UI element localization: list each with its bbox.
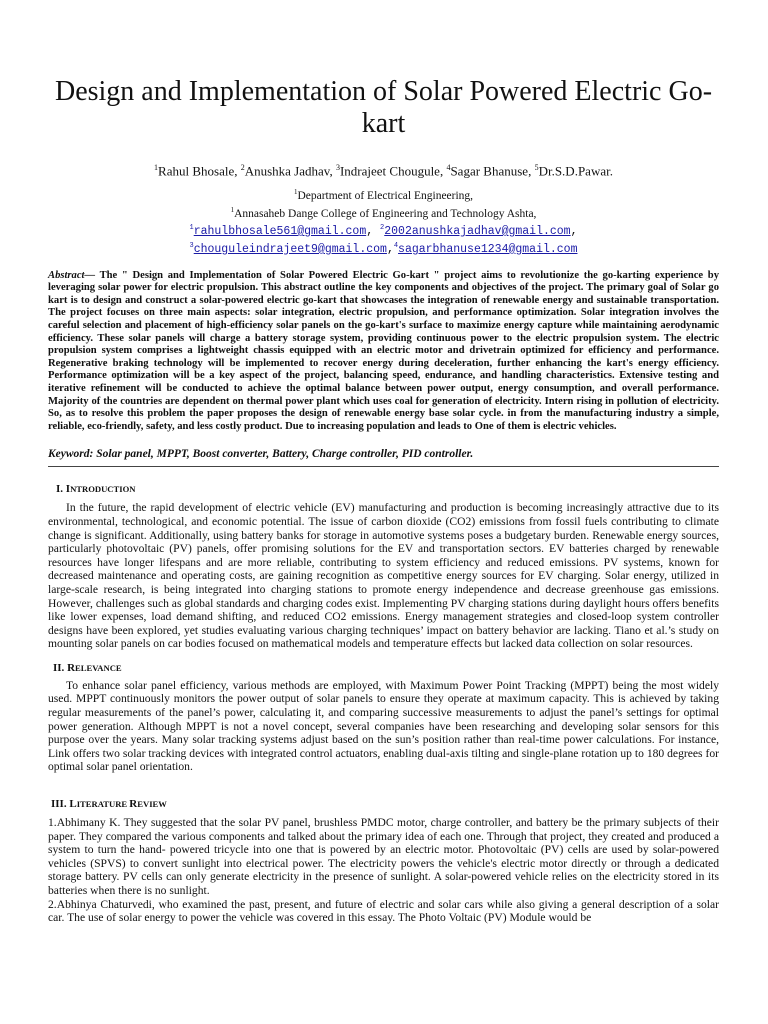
section-heading-relevance — [48, 661, 719, 675]
paper-title: Design and Implementation of Solar Powered Electric Go-kart — [54, 76, 713, 139]
department-name: Department of Electrical Engineering, — [297, 190, 474, 203]
email-line-1 — [48, 221, 719, 239]
paper-page — [48, 0, 719, 925]
email-line-2 — [48, 239, 719, 257]
email-link[interactable]: sagarbhanuse1234@gmail.com — [398, 242, 578, 256]
email-list — [48, 221, 719, 257]
affiliation-number: 1 — [293, 188, 298, 197]
author-number: 2 — [240, 163, 245, 172]
section-number: III. — [51, 798, 70, 811]
author-list — [48, 160, 719, 179]
section-title-cap: L — [69, 798, 77, 811]
abstract-text: The " Design and Implementation of Solar Powered Electric Go-kart " project aims to revolutionize the go-karting experience by leveraging solar power for electric propulsion. This abstract outline the key components and objectives of the project. The primary goal of Solar go kart is to design and construct a solar-powered electric go-kart that showcases the integration of renewable energy and sustainable transportation. The project focuses on three main aspects: solar integration, electric propulsion, and performance optimization. Solar integration involves the careful selection and placement of high-efficiency solar panels on the go-kart's surface to maximize energy capture while maintaining aerodynamic efficiency. These solar panels will charge a battery storage system, providing continuous power to the electric propulsion system. The electric propulsion system comprises a lightweight chassis equipped with an electric motor and drivetrain optimized for efficiency and performance. Regenerative braking technology will be implemented to recover energy during deceleration, further enhancing the kart's energy efficiency. Performance optimization will be a key aspect of the project, balancing speed, endurance, and handling characteristics. Extensive testing and iterative refinement will be conducted to achieve the optimal balance between power output, energy consumption, and overall performance. Majority of the countries are dependent on thermal power plant which uses coal for generation of electricity. Intern rising in pollution of electricity. So, as to resolve this problem the paper proposes the design of renewable energy base solar cycle. in from the manufacturing industry a simple, reliable, eco-friendly, safety, and less costly product. Due to increasing population and leads to One of them is electric vehicles. — [48, 269, 719, 432]
email-number: 3 — [189, 241, 194, 250]
email-separator: , — [386, 242, 394, 256]
section-title-rest: NTRODUCTION — [70, 484, 136, 495]
section-heading-literature-review — [48, 797, 719, 811]
divider — [48, 466, 719, 467]
email-number: 2 — [380, 223, 385, 232]
section-heading-introduction — [48, 482, 719, 496]
email-number: 1 — [189, 223, 194, 232]
section-title-rest: ELEVANCE — [75, 662, 122, 673]
author-name: Dr.S.D.Pawar. — [538, 163, 613, 179]
literature-paragraph-2: 2.Abhinya Chaturvedi, who examined the past, present, and future of electric and solar cars while also giving a general description of a solar car. The use of solar energy to power the vehicle was covered in this essay. The Photo Voltaic (PV) Module would be — [48, 897, 719, 925]
keywords: Keyword: Solar panel, MPPT, Boost converter, Battery, Charge controller, PID controller. — [48, 448, 474, 461]
college — [48, 203, 719, 221]
email-link[interactable]: rahulbhosale561@gmail.com — [193, 224, 367, 238]
affiliation-number: 1 — [230, 206, 235, 215]
email-link[interactable]: 2002anushkajadhav@gmail.com — [384, 224, 571, 238]
author-number: 3 — [335, 163, 340, 172]
introduction-paragraph: In the future, the rapid development of electric vehicle (EV) manufacturing and production is becoming increasingly attractive due to its environmental, technological, and economic potential. The issue of carbon dioxide (CO2) emissions from fossil fuels contributing to climate change is significant. Additionally, using battery banks for storage in automotive systems poses a budgetary burden. Renewable energy sources, particularly photovoltaic (PV) panels, offer promising solutions for the EV and transportation sectors. EV batteries charged by renewable resources have longer lifespans and are more reliable, contributing to system efficiency and reduced emissions. PV systems, known for decreased maintenance and operating costs, are gaining recognition as competitive energy sources for EV charging. Solar energy, utilized in large-scale research, is being integrated into charging stations to promote energy independence and decrease greenhouse gas emissions. However, challenges such as global standards and charging codes exist. Implementing PV charging stations during daylight hours offers benefits like lower expenses, load demand shifting, and reduced CO2 emissions. Energy management strategies and closed-loop system controller designs have been explored, yet studies evaluating various charging techniques’ impact on battery behavior are lacking. Tiano et al.’s study on mounting solar panels on car bodies focused on mathematical models and temperature effects but lacked data collection on solar resources. — [48, 501, 719, 651]
section-title-rest: ITERATURE — [76, 799, 130, 810]
affiliation — [48, 185, 719, 221]
email-separator: , — [570, 224, 578, 238]
author-name: Rahul Bhosale, — [158, 163, 241, 179]
author-number: 1 — [154, 163, 159, 172]
author-name: Sagar Bhanuse, — [450, 163, 535, 179]
section-title-cap: R — [129, 798, 138, 811]
department — [48, 185, 719, 203]
author-number: 4 — [446, 163, 451, 172]
email-separator: , — [366, 224, 381, 238]
literature-review — [48, 816, 719, 925]
author-name: Indrajeet Chougule, — [339, 163, 447, 179]
section-number: I. — [56, 483, 66, 496]
relevance-paragraph: To enhance solar panel efficiency, various methods are employed, with Maximum Power Point Tracking (MPPT) being the most widely used. MPPT continuously monitors the power output of solar panels to ensure they operate at maximum capacity. This is achieved by taking regular measurements of the panel’s power, calculating it, and comparing successive measurements to adjust the panel’s settings for optimal power generation. Although MPPT is not a novel concept, several companies have been researching and developing solar sensors for this purpose over the years. Many solar tracking systems adjust based on the sun’s position rather than real-time power calculations. For instance, Link offers two solar tracking devices with integrated control actuators, enabling dual-axis tilting and single-plane rotation up to 180 degrees for optimal solar panel orientation. — [48, 678, 719, 774]
section-title-cap: I — [65, 483, 71, 496]
author-name: Anushka Jadhav, — [244, 163, 336, 179]
college-name: Annasaheb Dange College of Engineering and Technology Ashta, — [234, 207, 537, 220]
literature-paragraph-1: 1.Abhimany K. They suggested that the solar PV panel, brushless PMDC motor, charge controller, and battery be the primary subjects of their paper. They compared the various components and talked about the primary idea of each one. Through that project, they created and produced a system to turn the hand- powered tricycle into one that is powered by an electric motor. Photovoltaic (PV) cells are used by solar-powered vehicles (SPVS) to convert sunlight into electrical power. The electricity powers the vehicle's electric motor directly or through a dedicated storage battery. PV cells can only generate electricity in the presence of sunlight. A solar-powered vehicle relies on the electricity stored in its batteries when there is no sunlight. — [48, 816, 719, 898]
email-number: 4 — [393, 241, 399, 250]
author-number: 5 — [534, 163, 539, 172]
section-number: II. — [53, 661, 68, 674]
abstract — [48, 270, 719, 434]
email-link[interactable]: chouguleindrajeet9@gmail.com — [193, 242, 387, 256]
section-title-rest: EVIEW — [137, 799, 167, 810]
section-title-cap: R — [67, 661, 76, 674]
abstract-label: Abstract— — [48, 269, 96, 281]
